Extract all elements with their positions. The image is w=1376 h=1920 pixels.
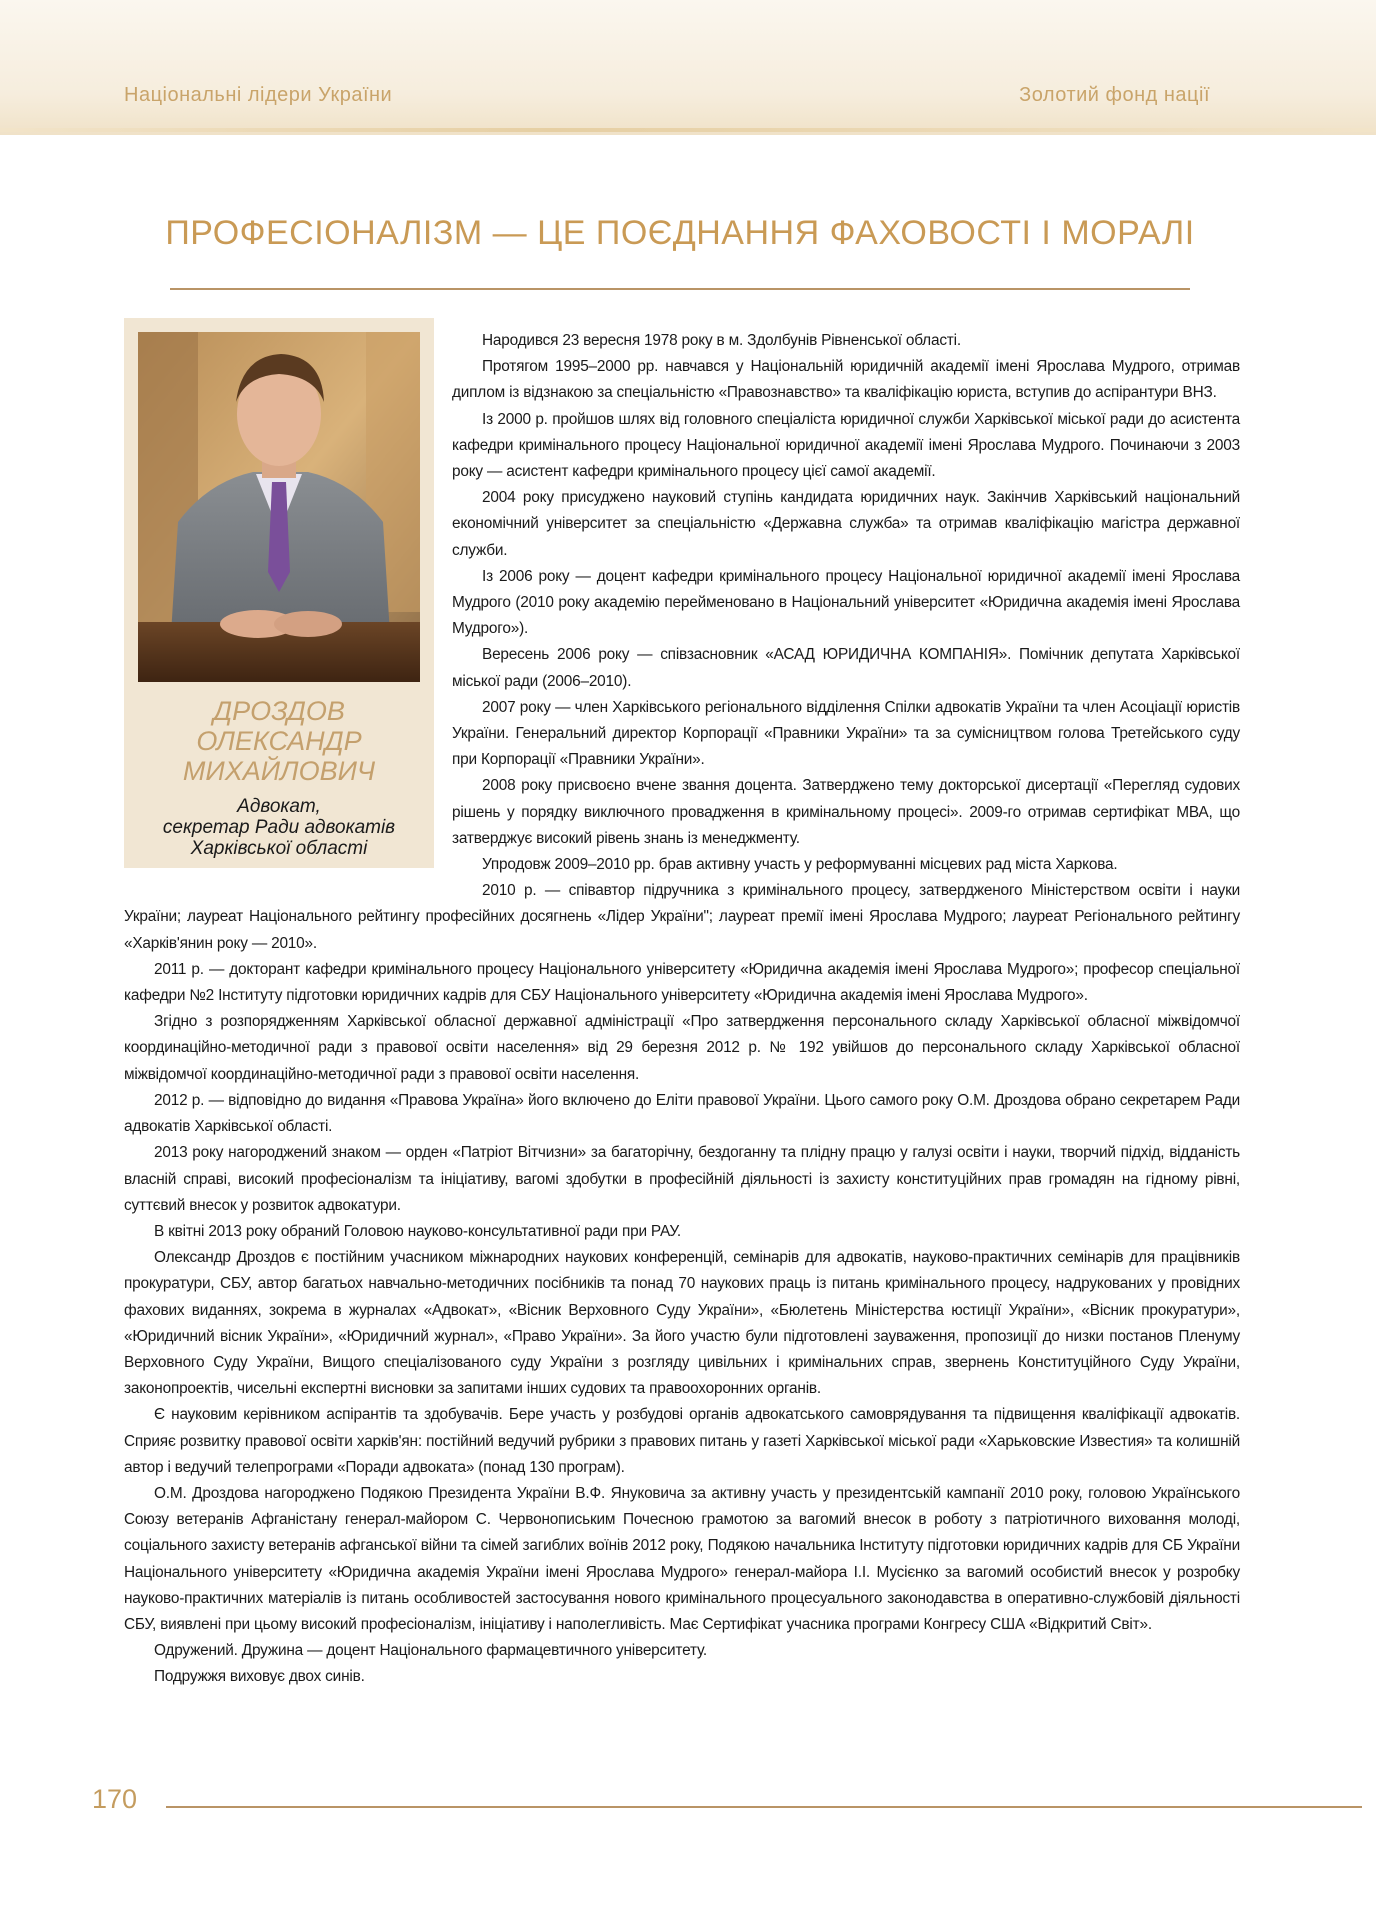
paragraph: Одружений. Дружина — доцент Національного фармацевтичного університету. (154, 1642, 708, 1660)
paragraph: 2008 року присвоєно вчене звання доцента. Затверджено тему докторської дисертації «Перегляд судових рішень у порядку виключного провадження в кримінальному процесі». 2009-го отримав сертифікат МВА, що затверджує високий рівень знань із менеджменту. (452, 777, 1240, 847)
paragraph: Із 2006 року — доцент кафедри кримінального процесу Національної юридичної академії імені Ярослава Мудрого (2010 року академію перейменовано в Національний університет «Юридична академія імені Ярослава Мудрого»). (452, 567, 1240, 638)
paragraph: 2007 року — член Харківського регіонального відділення Спілки адвокатів України та член Асоціації юристів України. Генеральний директор Корпорації «Правники України» та за сумісництвом голова Третейського суду при Корпорації «Правники України». (452, 698, 1240, 769)
paragraph: Вересень 2006 року — співзасновник «АСАД ЮРИДИЧНА КОМПАНІЯ». Помічник депутата Харківської міської ради (2006–2010). (452, 646, 1240, 690)
paragraph: Народився 23 вересня 1978 року в м. Здолбунів Рівненської області. (482, 332, 961, 349)
paragraph: 2011 р. — докторант кафедри кримінального процесу Національного університету «Юридична академія імені Ярослава Мудрого»; професор спеціальної кафедри №2 Інституту підготовки юридичних кадрів для СБУ Національного університету «Юридична академія імені Ярослава Мудрого». (124, 960, 1240, 1005)
profile-card-space (124, 328, 452, 880)
paragraph: Упродовж 2009–2010 рр. брав активну участь у реформуванні місцевих рад міста Харкова. (482, 856, 1118, 874)
person-role-line: Харківської області (190, 838, 368, 859)
footer-rule (166, 1806, 1362, 1808)
paragraph: Є науковим керівником аспірантів та здобувачів. Бере участь у розбудові органів адвокатського самоврядування та підвищення кваліфікації адвокатів. Сприяє розвитку правової освіти харків'ян: постійний ведучий рубрики з правових питань у газеті Харківської міської ради «Харьковские Известия» та колишній автор і ведучий телепрограми «Поради адвоката» (понад 130 програм). (124, 1406, 1240, 1476)
person-name-line: ОЛЕКСАНДР (196, 726, 362, 756)
header-rule (0, 128, 1376, 132)
person-role-line: секретар Ради адвокатів (162, 817, 396, 838)
paragraph: Протягом 1995–2000 рр. навчався у Національній юридичній академії імені Ярослава Мудрого, отримав диплом із відзнакою за спеціальністю «Правознавство» та кваліфікацію юриста, вступив до аспірантури ВНЗ. (452, 358, 1240, 402)
paragraph: 2013 року нагороджений знаком — орден «Патріот Вітчизни» за багаторічну, бездоганну та плідну працю у галузі освіти і науки, творчий підхід, відданість власній справі, високий професіоналізм та ініціативу, вагомі здобутки в професійній діяльності із захисту конституційних прав громадян на гідному рівні, суттєвий внесок у розвиток адвокатури. (124, 1144, 1240, 1214)
person-name-line: МИХАЙЛОВИЧ (182, 756, 376, 786)
paragraph: 2010 р. — співавтор підручника з кримінального процесу, затвердженого Міністерством освіти і науки України; лауреат Національного рейтингу професійних досягнень «Лідер України"; лауреат премії імені Ярослава Мудрого; лауреат Регіонального рейтингу «Харків'янин року — 2010». (124, 882, 1240, 952)
paragraph: 2012 р. — відповідно до видання «Правова Україна» його включено до Еліти правової України. Цього самого року О.М. Дроздова обрано секретарем Ради адвокатів Харківської області. (124, 1091, 1240, 1136)
paragraph: Згідно з розпорядженням Харківської обласної державної адміністрації «Про затвердження персонального складу Харківської обласної міжвідомчої координаційно-методичної ради з правової освіти населення» від 29 березня 2012 р. № 192 увійшов до персонального складу Харківської обласної міжвідомчої координаційно-методичної ради з правової освіти населення. (124, 1013, 1240, 1083)
paragraph: Із 2000 р. пройшов шлях від головного спеціаліста юридичної служби Харківської міської ради до асистента кафедри кримінального процесу Національної юридичної академії імені Ярослава Мудрого. Починаючи з 2003 року — асистент кафедри кримінального процесу цієї самої академії. (452, 410, 1240, 481)
person-name-line: ДРОЗДОВ (213, 696, 345, 726)
article-title: ПРОФЕСІОНАЛІЗМ — ЦЕ ПОЄДНАННЯ ФАХОВОСТІ І МОРАЛІ (165, 214, 1195, 252)
title-divider (170, 288, 1190, 290)
running-header-right: Золотий фонд нації (1019, 84, 1210, 106)
paragraph: 2004 року присуджено науковий ступінь кандидата юридичних наук. Закінчив Харківський національний економічний університет за спеціальністю «Державна служба» та отримав кваліфікацію магістра державної служби. (452, 489, 1240, 559)
running-header (0, 0, 1376, 135)
paragraph: Подружжя виховує двох синів. (154, 1668, 365, 1686)
article-body (124, 328, 1240, 1691)
paragraph: Олександр Дроздов є постійним учасником міжнародних наукових конференцій, семінарів для адвокатів, науково-практичних семінарів для працівників прокуратури, СБУ, автор багатьох навчально-методичних посібників та понад 70 наукових праць із питань кримінального процесу, надрукованих у провідних фахових виданнях, зокрема в журналах «Адвокат», «Вісник Верховного Суду України», «Бюлетень Міністерства юстиції України», «Вісник прокуратури», «Юридичний вісник України», «Юридичний журнал», «Право України». За його участю були підготовлені зауваження, пропозиції до низки постанов Пленуму Верховного Суду України, Вищого спеціалізованого суду України з розгляду цивільних і кримінальних справ, звернень Конституційного Суду України, законопроектів, чисельні експертні висновки за запитами інших судових та правоохоронних органів. (124, 1249, 1240, 1398)
paragraph: О.М. Дроздова нагороджено Подякою Президента України В.Ф. Януковича за активну участь у президентській кампанії 2010 року, головою Українського Союзу ветеранів Афганістану генерал-майором С. Червонопиським Почесною грамотою за вагомий внесок в роботу з патріотичного виховання молоді, соціального захисту ветеранів афганської війни та сімей загиблих воїнів 2012 року, Подякою начальника Інституту підготовки юридичних кадрів для СБ України Національного університету «Юридична академія України імені Ярослава Мудрого» генерал-майора І.І. Мусієнко за вагомий особистий внесок у розробку науково-практичних матеріалів із питань особливостей застосування нового кримінального процесуального законодавства в оперативно-службовій діяльності СБУ, виявлені при цьому високий професіоналізм, ініціативу і наполегливість. Має Сертифікат учасника програми Конгресу США «Відкритий Світ». (124, 1484, 1240, 1633)
page-number: 170 (92, 1784, 138, 1814)
paragraph: В квітні 2013 року обраний Головою науково-консультативної ради при РАУ. (154, 1222, 681, 1240)
person-role-line: Адвокат, (237, 796, 321, 817)
running-header-left: Національні лідери України (124, 84, 393, 106)
